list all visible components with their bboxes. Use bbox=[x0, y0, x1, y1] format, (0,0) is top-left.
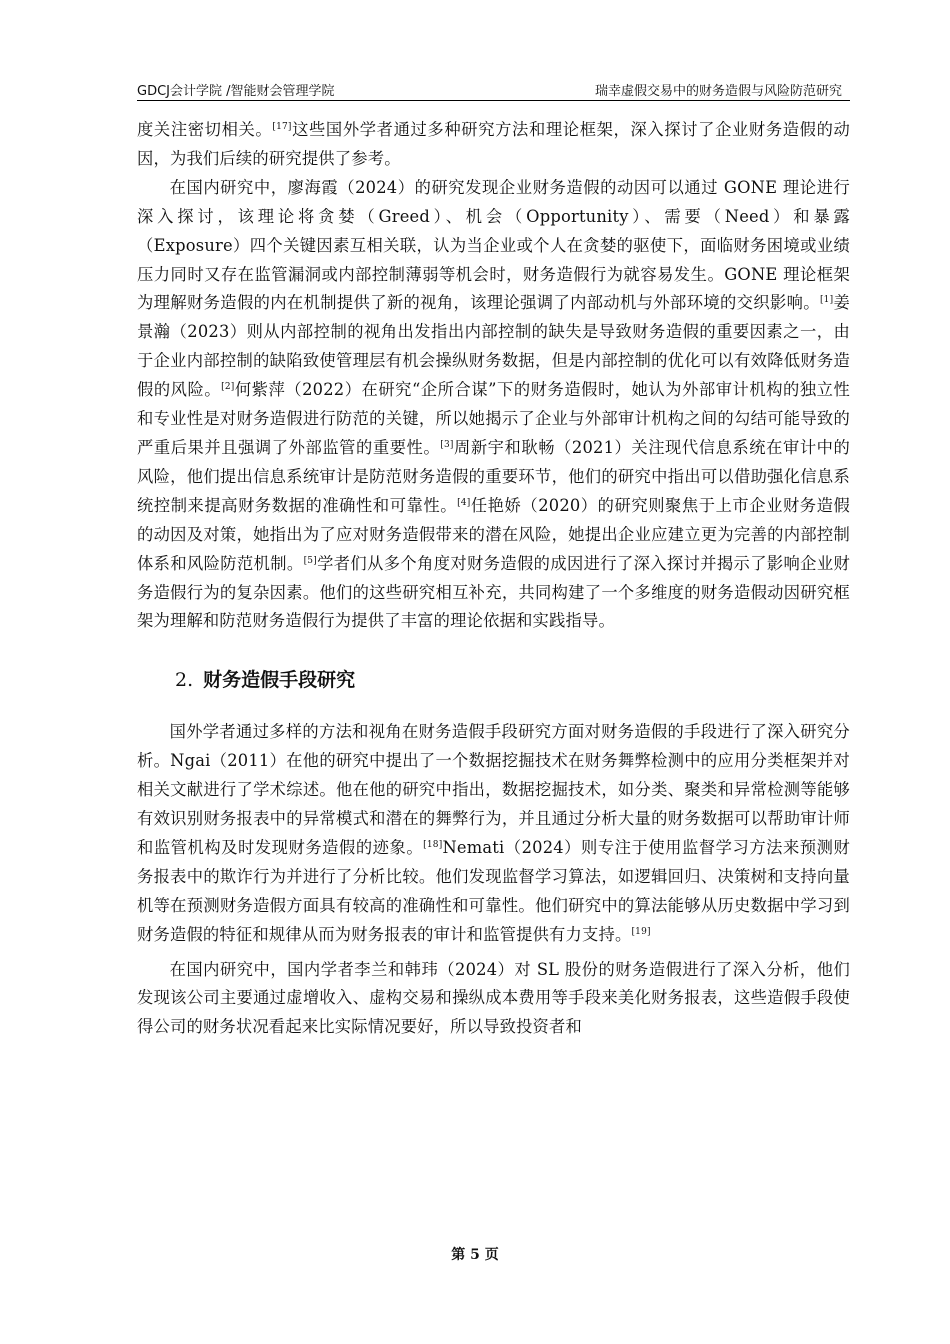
paragraph-text: 国外学者通过多样的方法和视角在财务造假手段研究方面对财务造假的手段进行了深入研究分析。Ngai（2011）在他的研究中提出了一个数据挖掘技术在财务舞弊检测中的应用分类框架并对相关文献进行了学术综述。他在他的研究中指出，数据挖掘技术，如分类、聚类和异常检测等能够有效识别财务报表中的异常模式和潜在的舞弊行为，并且通过分析大量的财务数据可以帮助审计师和监管机构及时发现财务造假的迹象。 bbox=[137, 722, 850, 857]
paragraph-4 bbox=[137, 956, 850, 1043]
paragraph-text: Nemati（2024）则专注于使用监督学习方法来预测财务报表中的欺诈行为并进行了分析比较。他们发现监督学习算法，如逻辑回归、决策树和支持向量机等在预测财务造假方面具有较高的准确性和可靠性。他们研究中的算法能够从历史数据中学习到财务造假的特征和规律从而为财务报表的审计和监管提供有力支持。 bbox=[137, 837, 850, 944]
paragraph-text: 学者们从多个角度对财务造假的成因进行了深入探讨并揭示了影响企业财务造假行为的复杂因素。他们的这些研究相互补充，共同构建了一个多维度的财务造假动因研究框架为理解和防范财务造假行为提供了丰富的理论依据和实践指导。 bbox=[137, 553, 850, 631]
citation: [5] bbox=[303, 555, 317, 566]
paragraph-1 bbox=[137, 116, 850, 174]
paragraph-text: 姜景瀚（2023）则从内部控制的视角出发指出内部控制的缺失是导致财务造假的重要因素之一，由于企业内部控制的缺陷致使管理层有机会操纵财务数据，但是内部控制的优化可以有效降低财务造假的风险。 bbox=[137, 293, 850, 400]
header-divider bbox=[137, 100, 850, 101]
page-header bbox=[137, 78, 850, 100]
page-number: 第 5 页 bbox=[451, 1247, 499, 1263]
page-body bbox=[137, 116, 850, 1042]
citation: [3] bbox=[440, 439, 454, 450]
section-heading bbox=[175, 666, 850, 694]
paragraph-text: 在国内研究中，廖海霞（2024）的研究发现企业财务造假的动因可以通过 GONE 理论进行深入探讨，该理论将贪婪（Greed）、机会（Opportunity）、需要（Need）和暴露（Exposure）四个关键因素互相关联，认为当企业或个人在贪婪的驱使下，面临财务困境或业绩压力同时又存在监管漏洞或内部控制薄弱等机会时，财务造假行为就容易发生。GONE 理论框架为理解财务造假的内在机制提供了新的视角，该理论强调了内部动机与外部环境的交织影响。 bbox=[137, 177, 850, 313]
paragraph-text: 何紫萍（2022）在研究“企所合谋”下的财务造假时，她认为外部审计机构的独立性和专业性是对财务造假进行防范的关键，所以她揭示了企业与外部审计机构之间的勾结可能导致的严重后果并且强调了外部监管的重要性。 bbox=[137, 380, 850, 457]
paragraph-text: 度关注密切相关。 bbox=[137, 120, 273, 139]
citation: [19] bbox=[631, 926, 651, 937]
paragraph-text: 这些国外学者通过多种研究方法和理论框架，深入探讨了企业财务造假的动因，为我们后续的研究提供了参考。 bbox=[137, 120, 850, 168]
header-right-text: 瑞幸虚假交易中的财务造假与风险防范研究 bbox=[594, 84, 842, 99]
citation: [2] bbox=[221, 382, 235, 393]
section-title: 财务造假手段研究 bbox=[203, 669, 356, 692]
citation: [17] bbox=[272, 122, 292, 132]
citation: [4] bbox=[457, 497, 471, 508]
section-number: 2. bbox=[175, 669, 194, 692]
paragraph-3 bbox=[137, 718, 850, 949]
paragraph-text: 任艳娇（2020）的研究则聚焦于上市企业财务造假的动因及对策，她指出为了应对财务造假带来的潜在风险，她提出企业应建立更为完善的内部控制体系和风险防范机制。 bbox=[137, 495, 850, 573]
paragraph-text: 周新宇和耿畅（2021）关注现代信息系统在审计中的风险，他们提出信息系统审计是防范财务造假的重要环节，他们的研究中指出可以借助强化信息系统控制来提高财务数据的准确性和可靠性。 bbox=[137, 437, 850, 515]
paragraph-2 bbox=[137, 174, 850, 637]
citation: [18] bbox=[423, 839, 443, 850]
paragraph-text: 在国内研究中，国内学者李兰和韩玮（2024）对 SL 股份的财务造假进行了深入分析，他们发现该公司主要通过虚增收入、虚构交易和操纵成本费用等手段来美化财务报表，这些造假手段使得公司的财务状况看起来比实际情况要好，所以导致投资者和 bbox=[137, 959, 850, 1037]
citation: [1] bbox=[819, 295, 834, 306]
header-left-text: GDCJ会计学院 /智能财会管理学院 bbox=[137, 84, 335, 99]
